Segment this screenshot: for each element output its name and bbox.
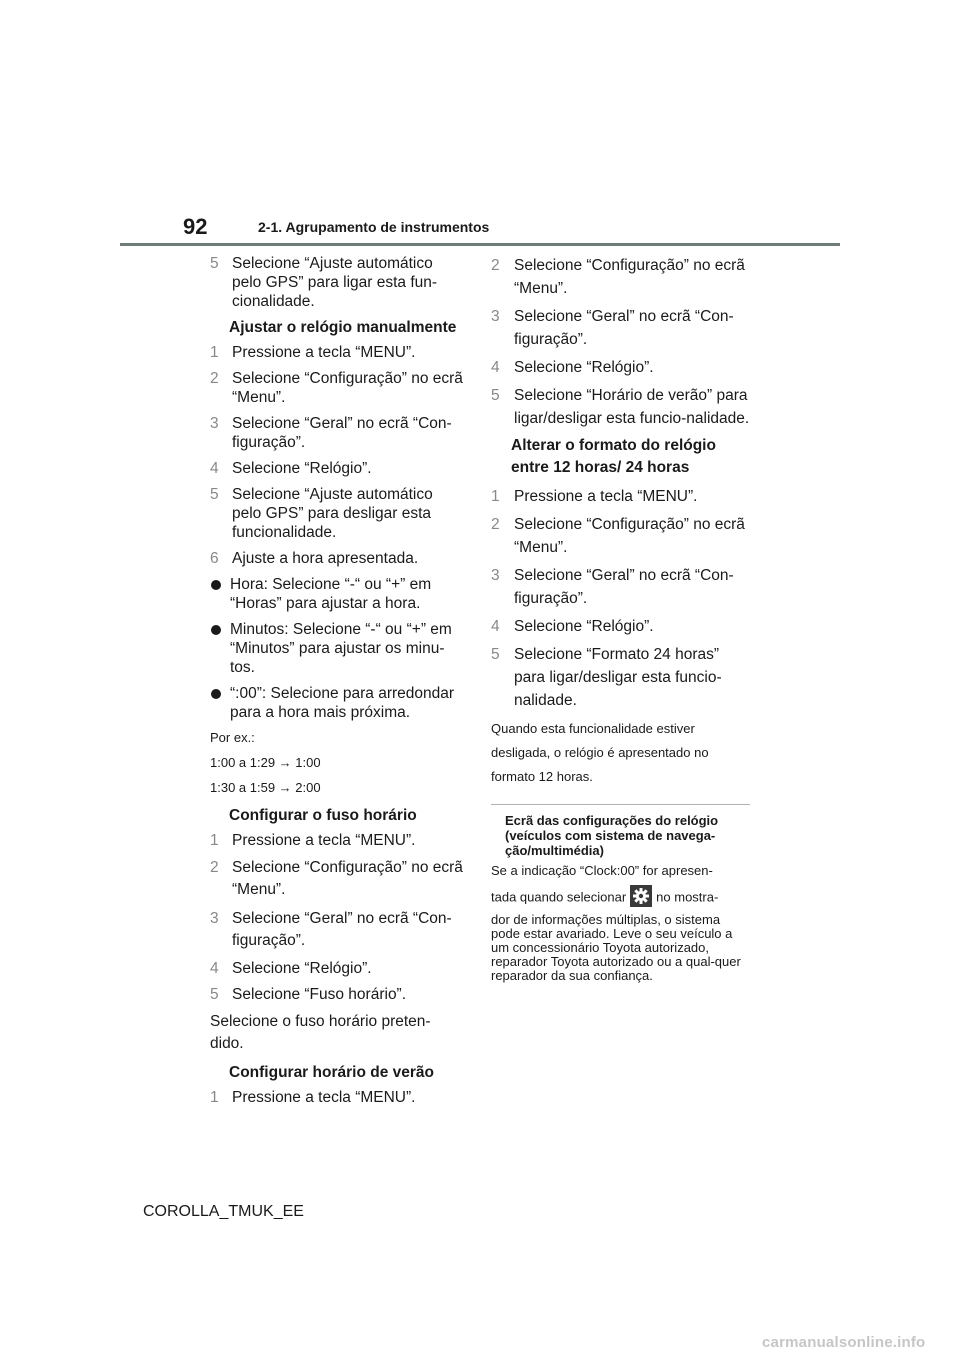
step-item bbox=[210, 343, 464, 362]
paragraph: Selecione o fuso horário preten-dido. bbox=[210, 1013, 431, 1052]
step-number: 5 bbox=[210, 486, 219, 503]
step-text: Selecione “Relógio”. bbox=[514, 618, 654, 635]
example-line: 1:00 a 1:29 → 1:00 bbox=[210, 755, 321, 770]
bullet-text: Minutos: Selecione “-“ ou “+” em “Minutos” para ajustar os minu-tos. bbox=[230, 621, 452, 676]
step-number: 4 bbox=[210, 460, 219, 477]
bullet-text: Hora: Selecione “-“ ou “+” em “Horas” para ajustar a hora. bbox=[230, 576, 432, 612]
bullet-item bbox=[210, 575, 464, 613]
step-text: Pressione a tecla “MENU”. bbox=[232, 1089, 416, 1106]
step-number: 1 bbox=[210, 1089, 219, 1106]
step-text: Selecione “Fuso horário”. bbox=[232, 986, 407, 1003]
note-box bbox=[491, 804, 750, 983]
footer-code: COROLLA_TMUK_EE bbox=[143, 1203, 304, 1220]
settings-gear-icon bbox=[630, 885, 652, 907]
step-text: Selecione “Geral” no ecrã “Con-figuração”. bbox=[232, 415, 452, 451]
step-text: Selecione “Relógio”. bbox=[232, 960, 372, 977]
step-number: 3 bbox=[491, 567, 500, 584]
step-number: 5 bbox=[491, 387, 500, 404]
step-item bbox=[491, 643, 750, 712]
watermark: carmanualsonline.info bbox=[762, 1334, 926, 1351]
step-number: 4 bbox=[491, 359, 500, 376]
step-item bbox=[210, 459, 464, 478]
step-item bbox=[210, 549, 464, 568]
step-number: 4 bbox=[491, 618, 500, 635]
left-column bbox=[210, 254, 464, 1114]
note-body bbox=[491, 864, 750, 983]
subheading-clock-format: Alterar o formato do relógio entre 12 horas/ 24 horas bbox=[511, 437, 716, 476]
note-text: tada quando selecionar bbox=[491, 889, 627, 905]
step-item bbox=[210, 369, 464, 407]
step-text: Selecione “Formato 24 horas” para ligar/desligar esta funcio-nalidade. bbox=[514, 646, 722, 709]
step-text: Pressione a tecla “MENU”. bbox=[232, 832, 416, 849]
example-line: Por ex.: bbox=[210, 730, 255, 745]
step-number: 5 bbox=[491, 646, 500, 663]
page-number: 92 bbox=[183, 214, 208, 239]
subheading-daylight-saving: Configurar horário de verão bbox=[229, 1064, 434, 1081]
step-item bbox=[210, 254, 464, 311]
step-text: Selecione “Relógio”. bbox=[232, 460, 372, 477]
step-item bbox=[210, 985, 464, 1004]
step-number: 5 bbox=[210, 986, 219, 1003]
step-text: Selecione “Configuração” no ecrã “Menu”. bbox=[514, 516, 745, 556]
step-item bbox=[210, 959, 464, 978]
step-text: Pressione a tecla “MENU”. bbox=[232, 344, 416, 361]
step-number: 1 bbox=[210, 832, 219, 849]
note-text: no mostra- bbox=[656, 889, 719, 905]
bullet-item bbox=[210, 620, 464, 677]
step-item bbox=[491, 254, 750, 300]
step-text: Selecione “Geral” no ecrã “Con-figuração”. bbox=[232, 910, 452, 949]
step-number: 2 bbox=[491, 516, 500, 533]
step-text: Selecione “Ajuste automático pelo GPS” para ligar esta fun-cionalidade. bbox=[232, 255, 438, 310]
step-number: 2 bbox=[210, 859, 219, 876]
step-number: 5 bbox=[210, 255, 219, 272]
step-text: Selecione “Relógio”. bbox=[514, 359, 654, 376]
bullet-dot-icon bbox=[211, 580, 221, 590]
step-number: 3 bbox=[210, 415, 219, 432]
step-text: Selecione “Ajuste automático pelo GPS” para desligar esta funcionalidade. bbox=[232, 486, 433, 541]
step-number: 6 bbox=[210, 550, 219, 567]
step-text: Selecione “Geral” no ecrã “Con-figuração”. bbox=[514, 308, 734, 348]
note-line: Se a indicação “Clock:00” for apresen- bbox=[491, 863, 713, 878]
right-column bbox=[491, 254, 750, 797]
note-line: dor de informações múltiplas, o sistema pode estar avariado. Leve o seu veículo a um concessionário Toyota autorizado, reparador Toyota autorizado ou a qual-quer reparador da sua confiança. bbox=[491, 912, 741, 983]
step-item bbox=[210, 414, 464, 452]
subheading-manual-clock: Ajustar o relógio manualmente bbox=[229, 319, 457, 336]
step-item bbox=[210, 908, 464, 952]
step-text: Selecione “Configuração” no ecrã “Menu”. bbox=[232, 859, 463, 898]
step-item bbox=[210, 831, 464, 850]
subheading-timezone: Configurar o fuso horário bbox=[229, 807, 417, 824]
step-number: 1 bbox=[210, 344, 219, 361]
step-number: 2 bbox=[491, 257, 500, 274]
info-text: Quando esta funcionalidade estiver desligada, o relógio é apresentado no formato 12 horas. bbox=[491, 721, 709, 784]
step-text: Selecione “Configuração” no ecrã “Menu”. bbox=[232, 370, 463, 406]
step-text: Selecione “Configuração” no ecrã “Menu”. bbox=[514, 257, 745, 297]
step-text: Selecione “Geral” no ecrã “Con-figuração”. bbox=[514, 567, 734, 607]
step-text: Ajuste a hora apresentada. bbox=[232, 550, 419, 567]
note-title: Ecrã das configurações do relógio (veículos com sistema de navega-ção/multimédia) bbox=[505, 813, 719, 858]
step-number: 3 bbox=[491, 308, 500, 325]
step-item bbox=[210, 857, 464, 901]
bullet-item bbox=[210, 684, 464, 722]
step-item bbox=[210, 485, 464, 542]
step-number: 2 bbox=[210, 370, 219, 387]
step-number: 4 bbox=[210, 960, 219, 977]
bullet-dot-icon bbox=[211, 689, 221, 699]
step-number: 1 bbox=[491, 488, 500, 505]
step-item bbox=[491, 305, 750, 351]
step-text: Selecione “Horário de verão” para ligar/desligar esta funcio-nalidade. bbox=[514, 387, 750, 427]
step-item bbox=[491, 513, 750, 559]
step-item bbox=[491, 356, 750, 379]
step-item bbox=[210, 1088, 464, 1107]
step-item bbox=[491, 615, 750, 638]
step-item bbox=[491, 384, 750, 430]
step-text: Pressione a tecla “MENU”. bbox=[514, 488, 698, 505]
note-line bbox=[491, 887, 750, 909]
step-item bbox=[491, 564, 750, 610]
section-title: 2-1. Agrupamento de instrumentos bbox=[258, 219, 490, 235]
header-rule bbox=[120, 243, 840, 246]
bullet-text: “:00”: Selecione para arredondar para a hora mais próxima. bbox=[230, 685, 455, 721]
example-line: 1:30 a 1:59 → 2:00 bbox=[210, 780, 321, 795]
step-number: 3 bbox=[210, 910, 219, 927]
step-item bbox=[491, 485, 750, 508]
bullet-dot-icon bbox=[211, 625, 221, 635]
